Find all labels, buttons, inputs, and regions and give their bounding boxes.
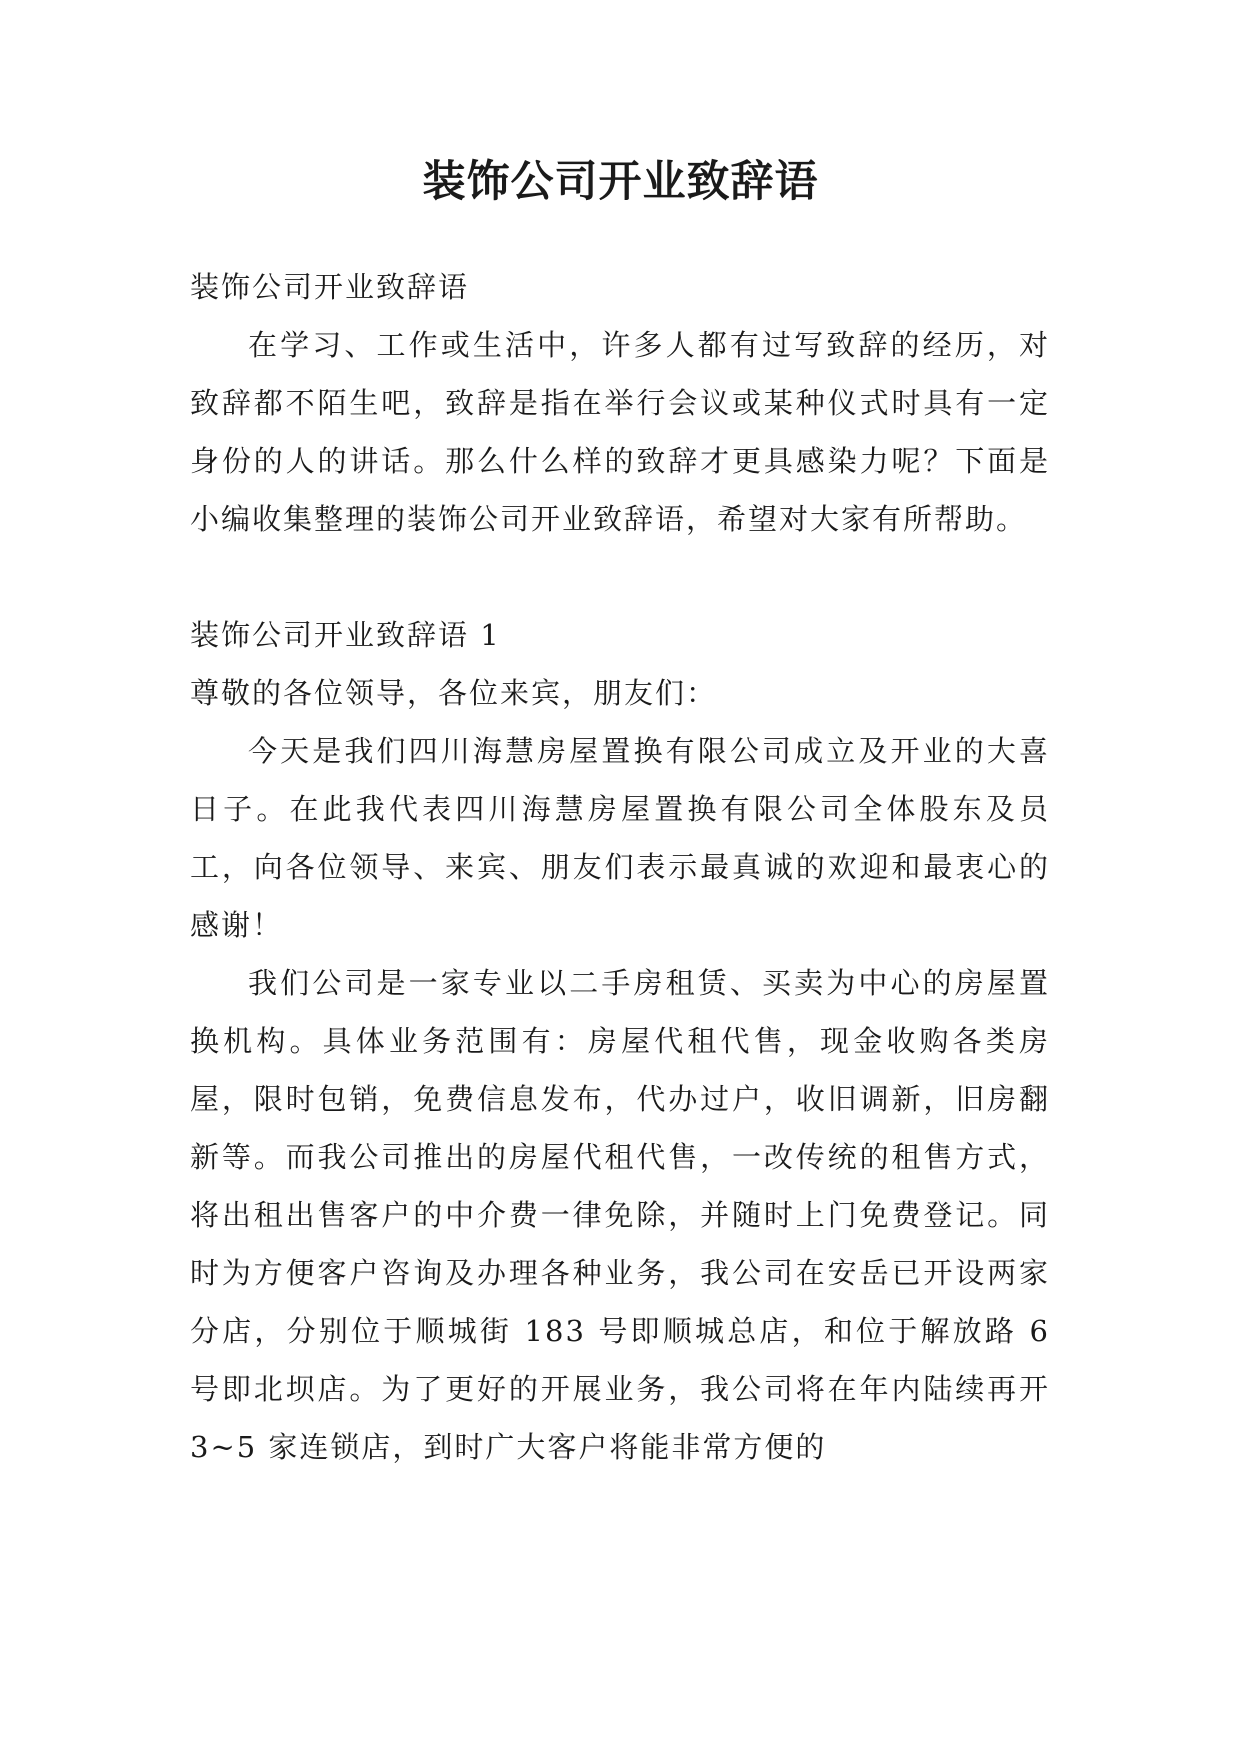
document-title: 装饰公司开业致辞语 — [422, 157, 819, 207]
intro-paragraph: 在学习、工作或生活中，许多人都有过写致辞的经历，对致辞都不陌生吧，致辞是指在举行会议或某种仪式时具有一定身份的人的讲话。那么什么样的致辞才更具感染力呢？下面是小编收集整理的装饰公司开业致辞语，希望对大家有所帮助。 — [190, 328, 1050, 536]
body-paragraph-2: 我们公司是一家专业以二手房租赁、买卖为中心的房屋置换机构。具体业务范围有：房屋代租代售，现金收购各类房屋，限时包销，免费信息发布，代办过户，收旧调新，旧房翻新等。而我公司推出的房屋代租代售，一改传统的租售方式，将出租出售客户的中介费一律免除，并随时上门免费登记。同时为方便客户咨询及办理各种业务，我公司在安岳已开设两家分店，分别位于顺城街 183 号即顺城总店，和位于解放路 6 号即北坝店。为了更好的开展业务，我公司将在年内陆续再开 3~5 家连锁店，到时广大客户将能非常方便的 — [190, 966, 1050, 1464]
paragraph-gap — [190, 548, 1050, 606]
document-body — [190, 258, 1050, 1476]
section-heading-1: 装饰公司开业致辞语 1 — [190, 618, 501, 652]
body-paragraph-1: 今天是我们四川海慧房屋置换有限公司成立及开业的大喜日子。在此我代表四川海慧房屋置换有限公司全体股东及员工，向各位领导、来宾、朋友们表示最真诚的欢迎和最衷心的感谢！ — [190, 734, 1050, 942]
intro-heading: 装饰公司开业致辞语 — [190, 270, 470, 304]
salutation: 尊敬的各位领导，各位来宾，朋友们： — [190, 676, 718, 710]
